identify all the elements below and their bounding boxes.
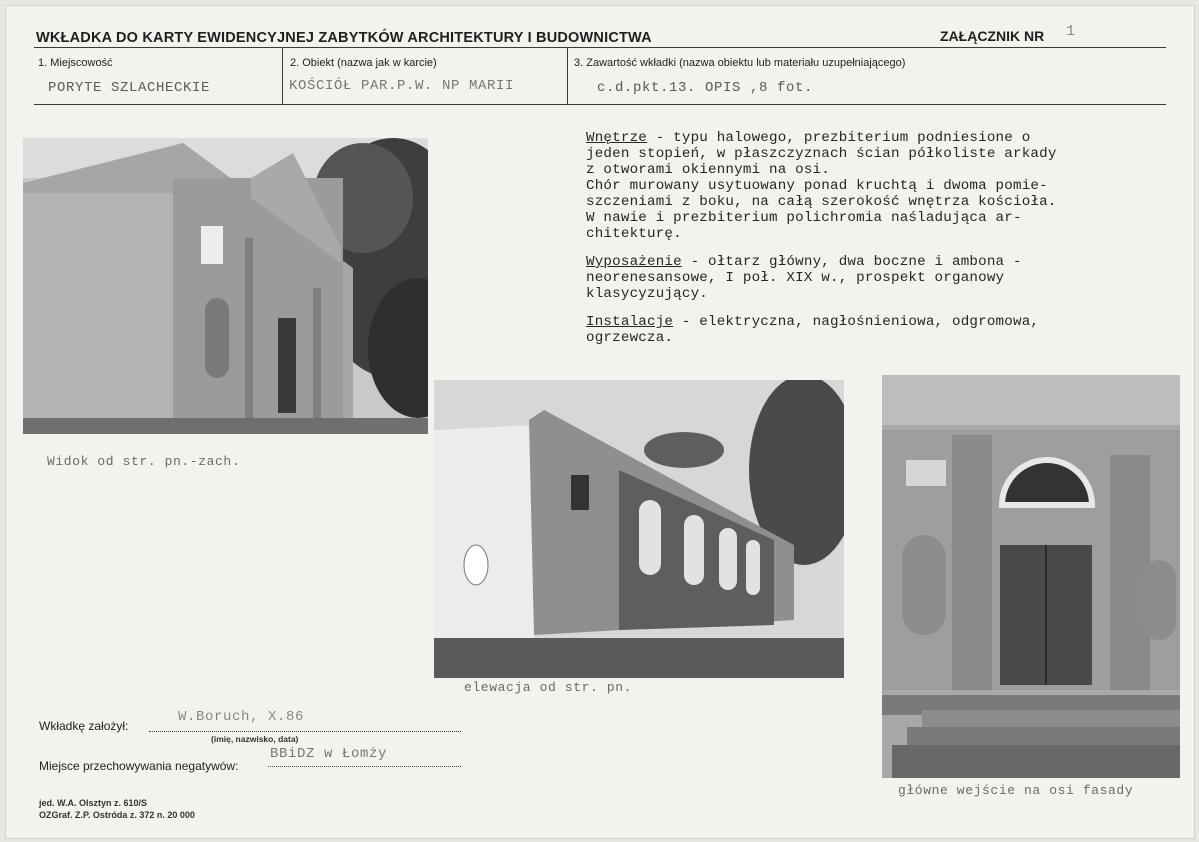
equipment-text: - ołtarz główny, dwa boczne i ambona - neorenesansowe, I poł. XIX w., prospekt organowy klasycyzujący. xyxy=(586,254,1022,302)
content-label: 3. Zawartość wkładki (nazwa obiektu lub materiału uzupełniającego) xyxy=(574,57,906,69)
attachment-label: ZAŁĄCZNIK NR xyxy=(940,28,1045,44)
interior-paragraph xyxy=(586,130,1156,242)
equipment-heading: Wyposażenie xyxy=(586,254,682,270)
locality-value: PORYTE SZLACHECKIE xyxy=(48,80,211,96)
description-block xyxy=(586,130,1156,358)
inventory-card xyxy=(6,6,1194,838)
interior-text: - typu halowego, prezbiterium podniesione o jeden stopień, w płaszczyznach ścian półkoliste arkady z otworami okiennymi na osi. Chór murowany usytuowany ponad kruchtą i dwoma pomie- szczeniami z boku, na całą szerokość wnętrza kościoła. W nawie i prezbiterium polichromia naśladująca ar- chitekturę. xyxy=(586,130,1057,242)
field-divider-1 xyxy=(282,48,283,104)
photo-main-entrance xyxy=(882,375,1180,778)
caption-north-elevation: elewacja od str. pn. xyxy=(464,680,633,695)
author-hint: (imię, nazwisko, data) xyxy=(211,734,299,744)
photo-northwest-view xyxy=(23,138,428,434)
caption-northwest-view: Widok od str. pn.-zach. xyxy=(47,454,241,469)
object-label: 2. Obiekt (nazwa jak w karcie) xyxy=(290,57,437,69)
locality-label: 1. Miejscowość xyxy=(38,57,113,69)
print-info-2: OZGraf. Z.P. Ostróda z. 372 n. 20 000 xyxy=(39,810,195,820)
object-value: KOŚCIÓŁ PAR.P.W. NP MARII xyxy=(289,78,515,94)
interior-heading: Wnętrze xyxy=(586,130,647,146)
header-rule xyxy=(34,47,1166,48)
print-info-1: jed. W.A. Olsztyn z. 610/S xyxy=(39,798,148,808)
author-label: Wkładkę założył: xyxy=(39,719,129,733)
installations-text: - elektryczna, nagłośnieniowa, odgromowa, ogrzewcza. xyxy=(586,314,1040,346)
fields-bottom-rule xyxy=(34,104,1166,105)
photo-north-elevation xyxy=(434,380,844,678)
attachment-number: 1 xyxy=(1066,23,1076,40)
equipment-paragraph xyxy=(586,254,1156,302)
storage-value: BBiDZ w Łomży xyxy=(270,746,388,762)
author-line xyxy=(149,731,461,732)
field-divider-2 xyxy=(567,48,568,104)
storage-line xyxy=(268,766,461,767)
content-value: c.d.pkt.13. OPIS ,8 fot. xyxy=(597,80,814,96)
author-value: W.Boruch, X.86 xyxy=(178,709,305,725)
caption-main-entrance: główne wejście na osi fasady xyxy=(898,783,1134,798)
storage-label: Miejsce przechowywania negatywów: xyxy=(39,759,239,773)
installations-heading: Instalacje xyxy=(586,314,674,330)
card-title: WKŁADKA DO KARTY EWIDENCYJNEJ ZABYTKÓW ARCHITEKTURY I BUDOWNICTWA xyxy=(36,30,652,46)
installations-paragraph xyxy=(586,314,1156,346)
